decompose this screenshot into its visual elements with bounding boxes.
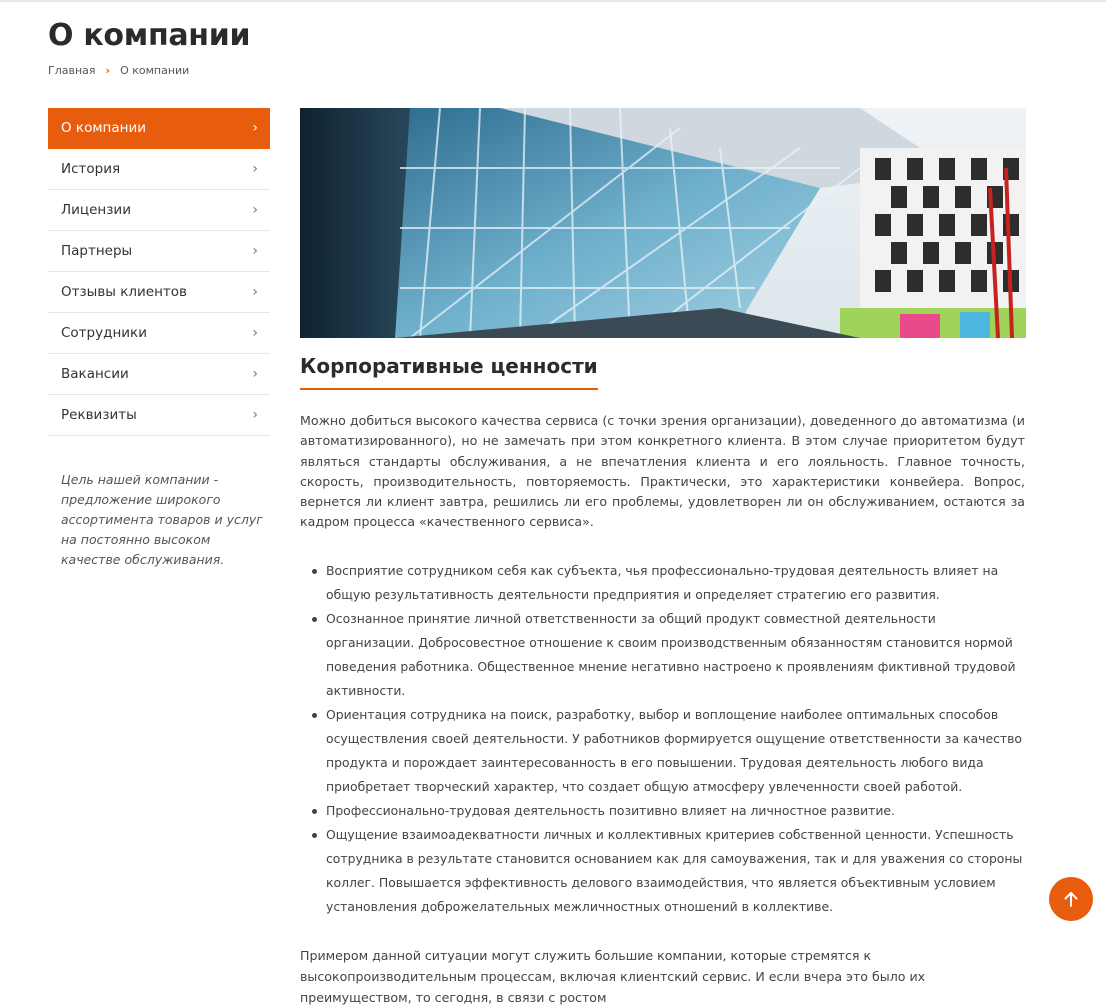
- sidebar-item-requisites[interactable]: [48, 395, 270, 436]
- sidebar-item-vacancies[interactable]: [48, 354, 270, 395]
- sidebar-item-about[interactable]: [48, 108, 270, 149]
- top-divider: [0, 0, 1106, 2]
- chevron-right-icon: ›: [252, 202, 258, 218]
- chevron-right-icon: ›: [252, 366, 258, 382]
- sidebar-item-label: Отзывы клиентов: [61, 284, 188, 300]
- sidebar-note: Цель нашей компании - предложение широкого ассортимента товаров и услуг на постоянно высоком качестве обслуживания.: [61, 472, 263, 567]
- chevron-right-icon: ›: [252, 284, 258, 300]
- sidebar-item-label: Вакансии: [61, 366, 129, 382]
- chevron-right-icon: ›: [252, 407, 258, 423]
- list-item: Профессионально-трудовая деятельность позитивно влияет на личностное развитие.: [300, 799, 1025, 823]
- arrow-up-icon: [1062, 890, 1080, 908]
- list-item: Ощущение взаимоадекватности личных и коллективных критериев собственной ценности. Успешность сотрудника в результате становится основанием как для самоуважения, так и для уважения со стороны коллег. Повышается эффективность делового взаимодействия, что является объективным условием установления доброжелательных межличностных отношений в коллективе.: [300, 823, 1025, 919]
- hero-image: [300, 108, 1026, 338]
- sidebar-menu: [48, 108, 270, 436]
- list-item: Осознанное принятие личной ответственности за общий продукт совместной деятельности организации. Добросовестное отношение к своим производственным обязанностям становится нормой поведения работника. Общественное мнение негативно настроено к проявлениям фиктивной трудовой активности.: [300, 607, 1025, 703]
- sidebar-item-licenses[interactable]: [48, 190, 270, 231]
- intro-paragraph: Можно добиться высокого качества сервиса (с точки зрения организации), доведенного до автоматизма (и автоматизированного), но не замечать при этом конкретного клиента. В этом случае приоритетом будут являться стандарты обслуживания, а не впечатления клиента и его лояльность. Главное точность, скорость, производительность, повторяемость. Практически, это характеристики конвейера. Вопрос, вернется ли клиент завтра, решились ли его проблемы, удовлетворен ли он обслуживанием, остаются за кадром процесса «качественного сервиса».: [300, 413, 1025, 530]
- page-title: О компании: [48, 18, 251, 53]
- sidebar-item-label: О компании: [61, 120, 146, 136]
- breadcrumb-home-link[interactable]: Главная: [48, 64, 96, 77]
- breadcrumb-current: О компании: [120, 64, 190, 77]
- chevron-right-icon: ›: [252, 243, 258, 259]
- outro-paragraph: Примером данной ситуации могут служить большие компании, которые стремятся к высокопроизводительным процессам, включая клиентский сервис. И если вчера это было их преимуществом, то сегодня, в связи с ростом: [300, 947, 926, 1005]
- section-title: Корпоративные ценности: [300, 354, 598, 390]
- sidebar-item-label: История: [61, 161, 121, 177]
- main-content: [300, 411, 1025, 1008]
- chevron-right-icon: ›: [252, 325, 258, 341]
- breadcrumb: [48, 64, 189, 77]
- sidebar-item-label: Партнеры: [61, 243, 133, 259]
- breadcrumb-separator-icon: ›: [105, 64, 111, 77]
- scroll-top-button[interactable]: [1049, 877, 1093, 921]
- sidebar-item-label: Сотрудники: [61, 325, 147, 341]
- sidebar-item-partners[interactable]: [48, 231, 270, 272]
- sidebar-item-reviews[interactable]: [48, 272, 270, 313]
- values-list: [300, 559, 1025, 919]
- sidebar-item-history[interactable]: [48, 149, 270, 190]
- list-item: Ориентация сотрудника на поиск, разработку, выбор и воплощение наиболее оптимальных способов осуществления своей деятельности. У работников формируется ощущение ответственности за качество продукта и порождает заинтересованность в его повышении. Трудовая деятельность любого вида приобретает творческий характер, что создает общую атмосферу увлеченности своей работой.: [300, 703, 1025, 799]
- sidebar-item-label: Реквизиты: [61, 407, 137, 423]
- sidebar-item-label: Лицензии: [61, 202, 131, 218]
- list-item: Восприятие сотрудником себя как субъекта, чья профессионально-трудовая деятельность влияет на общую результативность деятельности предприятия и определяет стратегию его развития.: [300, 559, 1025, 607]
- sidebar-item-staff[interactable]: [48, 313, 270, 354]
- chevron-right-icon: ›: [252, 161, 258, 177]
- chevron-right-icon: ›: [252, 120, 258, 136]
